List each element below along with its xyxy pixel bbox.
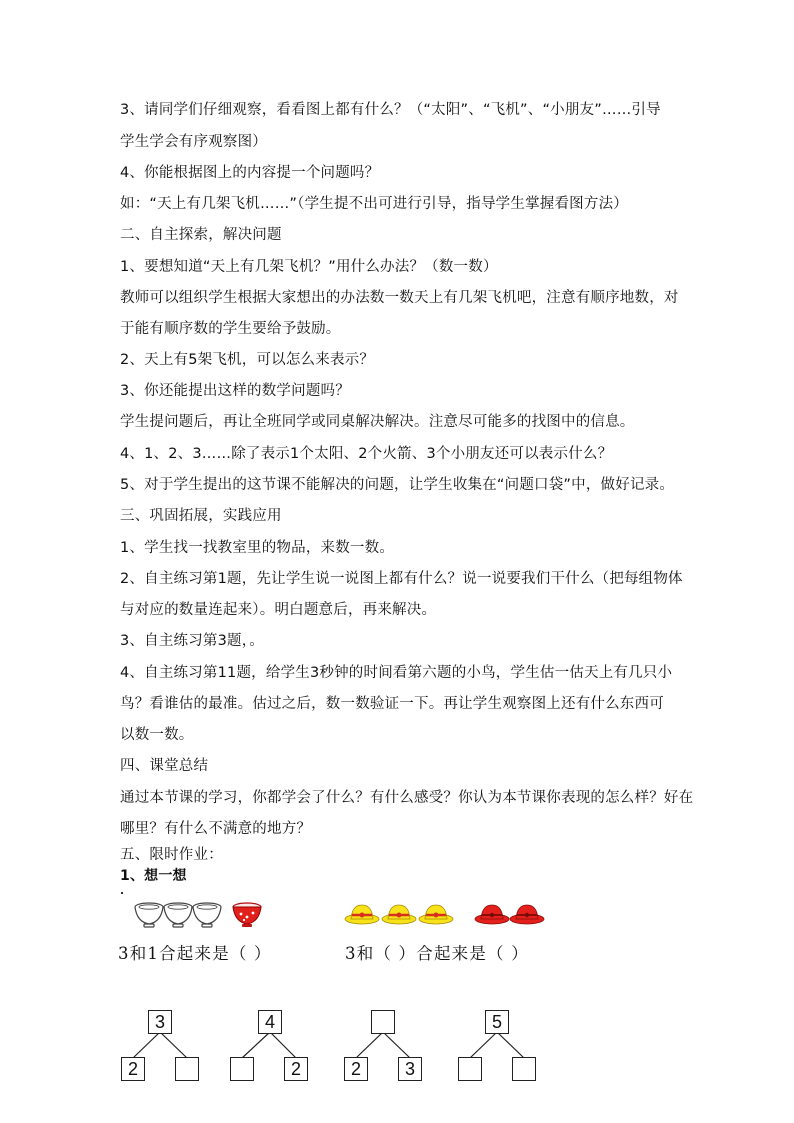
bond-3-left: 2 (344, 1057, 368, 1081)
text-line-16: 2、自主练习第1题，先让学生说一说图上都有什么？说一说要我们干什么（把每组物体 (120, 571, 683, 587)
text-line-10: 3、你还能提出这样的数学问题吗？ (120, 383, 350, 399)
text-line-9: 2、天上有5架飞机，可以怎么来表示？ (120, 352, 375, 368)
text-line-20: 鸟？看谁估的最准。估过之后，数一数验证一下。再让学生观察图上还有什么东西可 (120, 696, 664, 712)
text-line-3: 4、你能根据图上的内容提一个问题吗？ (120, 165, 380, 181)
bond-2-top: 4 (258, 1010, 282, 1034)
text-line-17: 与对应的数量连起来）。明白题意后，再来解决。 (120, 602, 437, 618)
bond-1-top: 3 (148, 1010, 172, 1034)
section-heading-5: 五、限时作业： (120, 847, 223, 863)
text-line-13: 5、对于学生提出的这节课不能解决的问题，让学生收集在“问题口袋”中，做好记录。 (120, 477, 675, 493)
text-line-24: 哪里？有什么不满意的地方？ (120, 821, 312, 837)
text-line-1: 3、请同学们仔细观察，看看图上都有什么？（“太阳”、“飞机”、“小朋友”……引导 (120, 102, 661, 118)
text-line-8: 于能有顺序数的学生要给予鼓励。 (120, 321, 341, 337)
text-line-11: 学生提问题后，再让全班同学或同桌解决解决。注意尽可能多的找图中的信息。 (120, 414, 635, 430)
bond-4-right (512, 1057, 536, 1081)
text-line-23: 通过本节课的学习，你都学会了什么？有什么感受？你认为本节课你表现的怎么样？好在 (120, 790, 694, 806)
bond-2-right: 2 (284, 1057, 308, 1081)
text-line-19: 4、自主练习第11题，给学生3秒钟的时间看第六题的小鸟，学生估一估天上有几只小 (120, 665, 673, 681)
section-heading-4: 四、课堂总结 (120, 758, 209, 774)
bond-2-left (230, 1057, 254, 1081)
text-line-18: 3、自主练习第3题，。 (120, 633, 264, 649)
text-line-4: 如：“天上有几架飞机……”（学生提不出可进行引导，指导学生掌握看图方法） (120, 196, 628, 212)
text-line-6: 1、要想知道“天上有几架飞机？”用什么办法？（数一数） (120, 259, 498, 275)
bond-1-left: 2 (121, 1057, 145, 1081)
bond-1-right (175, 1057, 199, 1081)
text-line-7: 教师可以组织学生根据大家想出的办法数一数天上有几架飞机吧，注意有顺序地数，对 (120, 290, 679, 306)
caption-right: 3和（ ）合起来是（ ） (345, 944, 529, 963)
caption-left: 3和1合起来是（ ） (118, 944, 272, 963)
bond-3-right: 3 (398, 1057, 422, 1081)
section-heading-3: 三、巩固拓展，实践应用 (120, 508, 282, 524)
bond-3-top (371, 1010, 395, 1034)
exercise-heading: 1、想一想 (120, 868, 187, 884)
text-line-15: 1、学生找一找教室里的物品，来数一数。 (120, 540, 395, 556)
section-heading-2: 二、自主探索，解决问题 (120, 227, 282, 243)
bond-4-top: 5 (485, 1010, 509, 1034)
text-line-2: 学生学会有序观察图） (120, 134, 267, 150)
text-line-21: 以数一数。 (120, 727, 194, 743)
bond-4-left (458, 1057, 482, 1081)
text-line-12: 4、1、2、3……除了表示1个太阳、2个火箭、3个小朋友还可以表示什么？ (120, 446, 613, 462)
